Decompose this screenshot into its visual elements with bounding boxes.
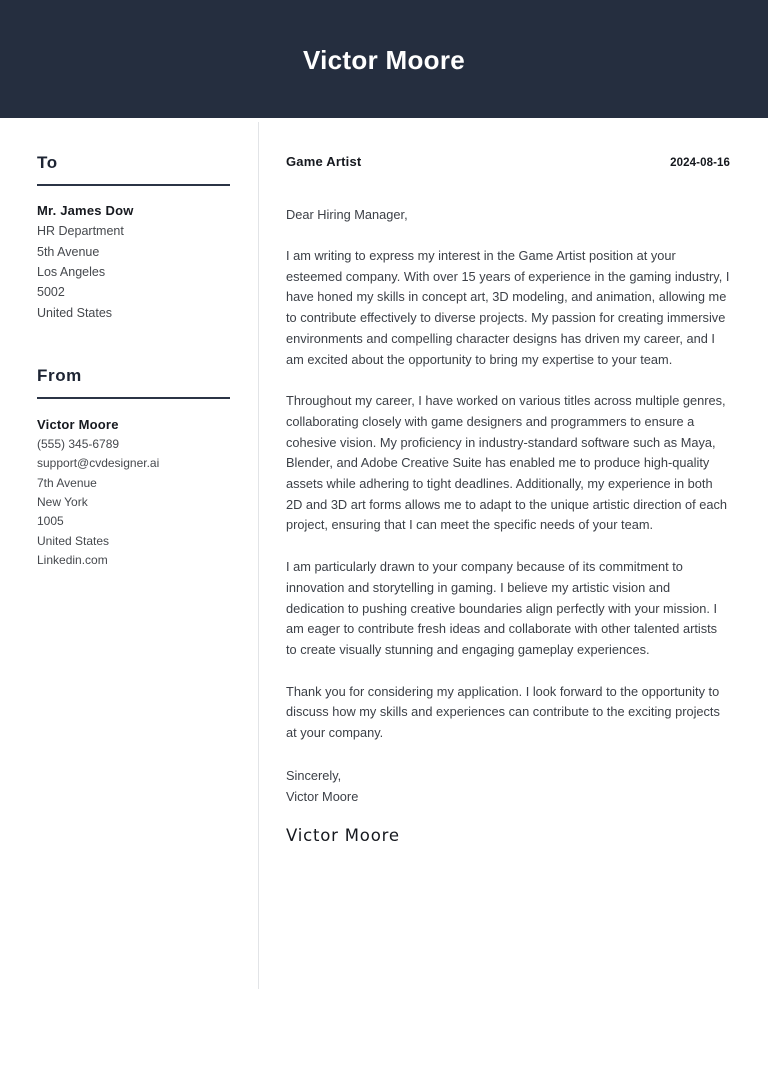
list-item: 7th Avenue — [37, 475, 97, 490]
document-header-band — [0, 0, 768, 118]
closing-name: Victor Moore — [286, 789, 359, 805]
letter-header-row — [286, 154, 730, 169]
list-item: Linkedin.com — [37, 553, 108, 568]
list-item: New York — [37, 495, 88, 510]
list-item: HR Department — [37, 224, 124, 239]
recipient-block — [37, 154, 230, 323]
list-item: support@cvdesigner.ai — [37, 456, 160, 471]
letter-paragraph: I am particularly drawn to your company because of its commitment to innovation and storytelling in gaming. I believe my artistic vision and dedication to pushing creative boundaries align perfectly with your mission. I am eager to contribute fresh ideas and collaborate with other talented artists to create visually stunning and engaging gameplay experiences. — [286, 559, 718, 657]
list-item: Los Angeles — [37, 264, 106, 279]
letter-paragraph: I am writing to express my interest in the Game Artist position at your esteemed company. With over 15 years of experience in the gaming industry, I have honed my skills in concept art, 3D modeling, and animation, allowing me to contribute effectively to diverse projects. My passion for creating immersive environments and compelling character designs has driven my career, and I am excited about the opportunity to bring my expertise to your team. — [286, 248, 730, 367]
letter-content — [258, 118, 768, 845]
closing-block — [286, 765, 730, 808]
salutation: Dear Hiring Manager, — [286, 207, 408, 222]
list-item: 5th Avenue — [37, 244, 100, 259]
sidebar — [0, 118, 258, 575]
sender-block — [37, 367, 230, 571]
page-title: Victor Moore — [302, 45, 466, 75]
letter-paragraph: Throughout my career, I have worked on various titles across multiple genres, collaborating closely with game designers and programmers to ensure a cohesive vision. My proficiency in industry-standard software such as Maya, Blender, and Adobe Creative Suite has enabled me to produce high-quality assets while adhering to tight deadlines. Additionally, my experience in both 2D and 3D art forms allows me to adapt to the unique artistic direction of each project, ensuring that I can meet the specific needs of your team. — [286, 393, 728, 533]
job-title: Game Artist — [286, 154, 362, 169]
list-item: Victor Moore — [37, 416, 119, 432]
to-heading: To — [37, 153, 58, 172]
list-item: Mr. James Dow — [37, 202, 134, 218]
list-item: 1005 — [37, 514, 64, 529]
recipient-address-list — [37, 201, 230, 323]
letter-date: 2024-08-16 — [670, 157, 730, 169]
from-heading-rule — [37, 397, 230, 399]
list-item: United States — [37, 305, 113, 320]
sender-address-list — [37, 414, 230, 571]
list-item: United States — [37, 533, 110, 548]
list-item: 5002 — [37, 285, 65, 300]
letter-paragraph: Thank you for considering my application. I look forward to the opportunity to discuss how my skills and experiences can contribute to the exciting projects at your company. — [286, 683, 720, 741]
document-body — [0, 118, 768, 1078]
list-item: (555) 345-6789 — [37, 436, 120, 451]
closing-salutation: Sincerely, — [286, 767, 342, 783]
to-heading-rule — [37, 184, 230, 186]
signature: Victor Moore — [286, 825, 400, 845]
from-heading: From — [37, 366, 82, 386]
